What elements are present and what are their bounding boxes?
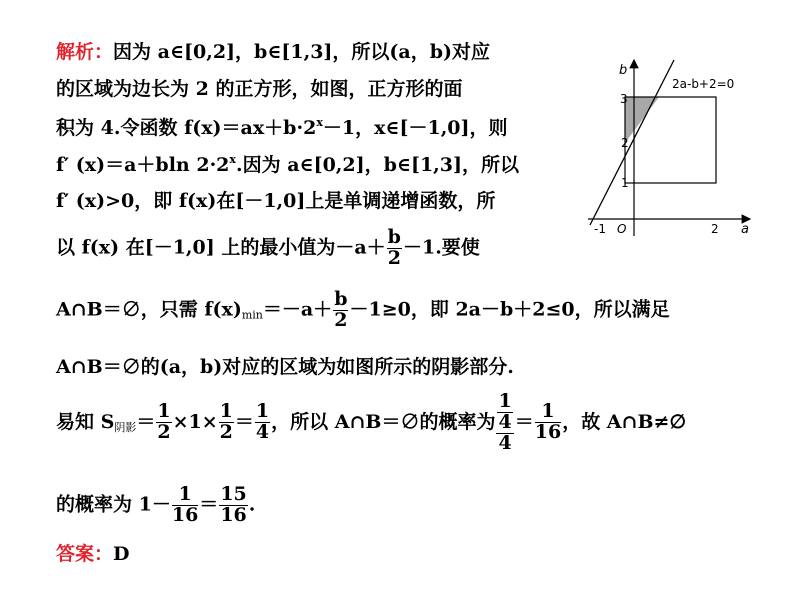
solution-line-8 [56,358,514,377]
solution-text-4b: .因为 a∈[0,2]，b∈[1,3]，所以 [235,154,519,176]
solution-text-6b: －1.要使 [402,236,480,259]
solution-text-9e: ，所以 A∩B＝∅的概率为 [271,410,496,433]
solution-text-5: f′ (x)>0，即 f(x)在[－1,0]上是单调递增函数，所 [56,190,496,212]
solution-line-9 [56,392,686,454]
region-graph [585,52,785,242]
fraction-1-16 [172,485,198,526]
fraction-denominator: 16 [171,503,199,526]
compound-numerator [496,392,513,434]
fraction-numerator: 1 [219,400,233,423]
fraction-1-4 [255,402,270,443]
fraction-numerator: 1 [157,400,171,423]
tick-b-1: 1 [621,176,629,190]
answer-line [56,545,130,564]
solution-text-8: A∩B＝∅的(a，b)对应的区域为如图所示的阴影部分. [56,356,514,378]
boundary-line [590,60,674,225]
fraction-numerator: 1 [255,400,270,423]
solution-text-9a: 易知 S [56,410,115,433]
fraction-denominator: 4 [498,431,512,454]
fraction-denominator: 4 [255,421,270,444]
tick-b-2: 2 [621,136,629,150]
fraction-denominator: 4 [498,410,512,433]
line-equation-label: 2a-b+2=0 [672,77,735,91]
solution-text-1: 因为 a∈[0,2]，b∈[1,3]，所以(a，b)对应 [113,41,491,63]
fraction-15-16 [219,485,247,526]
tick-a-2: 2 [711,222,719,236]
solution-line-2 [56,80,462,99]
equals-sign: ＝ [199,493,219,516]
fraction-b-over-2 [333,290,348,331]
subscript-shaded: 阴影 [114,420,137,434]
fraction-numerator: b [387,226,401,248]
fraction-1-2 [219,402,234,443]
fraction-1-2 [156,402,171,443]
fraction-1-16 [535,402,561,443]
multiply-text: ×1× [172,410,218,433]
period: . [248,493,256,516]
fraction-denominator: 16 [220,503,247,526]
solution-line-10 [56,485,255,526]
fraction-denominator: 2 [387,246,401,269]
equals-sign: ＝ [514,410,534,433]
solution-text-7b: ＝－a＋ [262,298,333,321]
exponent: x [229,153,236,166]
solution-line-5 [56,192,495,211]
fraction-denominator: 16 [534,421,562,444]
fraction-numerator: 1 [498,390,512,412]
solution-line-7 [56,290,670,331]
fraction-numerator: 1 [172,485,198,506]
solution-text-7a: A∩B＝∅，只需 f(x) [56,298,242,321]
equals-sign: ＝ [136,410,156,433]
a-axis-label: a [741,222,749,237]
solution-line-3 [56,117,508,138]
subscript-min: min [241,308,263,322]
solution-text-3a: 积为 4.令函数 f(x)＝ax＋b·2 [56,117,317,139]
solution-line-4 [56,154,519,175]
fraction-b-over-2 [387,228,402,269]
tick-b-3: 3 [620,92,628,106]
fraction-numerator: b [334,288,348,310]
solution-text-4a: f′ (x)＝a＋bln 2·2 [56,154,230,176]
inner-fraction [497,392,512,433]
fraction-denominator: 2 [334,308,348,331]
shaded-region [625,97,659,143]
compound-fraction [496,392,513,454]
answer-value: D [113,543,130,565]
solution-text-9g: ，故 A∩B≠∅ [562,410,686,433]
solution-text-10a: 的概率为 1－ [56,493,171,516]
solution-text-7c: －1≥0，即 2a－b＋2≤0，所以满足 [349,298,670,321]
fraction-numerator: 1 [535,402,561,423]
solution-text-3b: －1，x∈[－1,0]，则 [322,117,508,139]
solution-text-2: 的区域为边长为 2 的正方形，如图，正方形的面 [56,78,463,100]
solution-label: 解析： [56,41,114,63]
b-axis-label: b [619,63,628,78]
fraction-denominator: 2 [219,421,233,444]
exponent: x [316,116,323,129]
answer-label: 答案： [56,543,114,565]
origin-label: O [617,222,627,236]
solution-line-6 [56,228,480,269]
solution-text-6a: 以 f(x) 在[－1,0] 上的最小值为－a＋ [56,236,386,259]
tick-a-neg1: -1 [594,222,606,236]
solution-line-1 [56,43,490,62]
fraction-denominator: 2 [157,421,171,444]
fraction-numerator: 15 [220,483,247,505]
equals-sign: ＝ [234,410,254,433]
